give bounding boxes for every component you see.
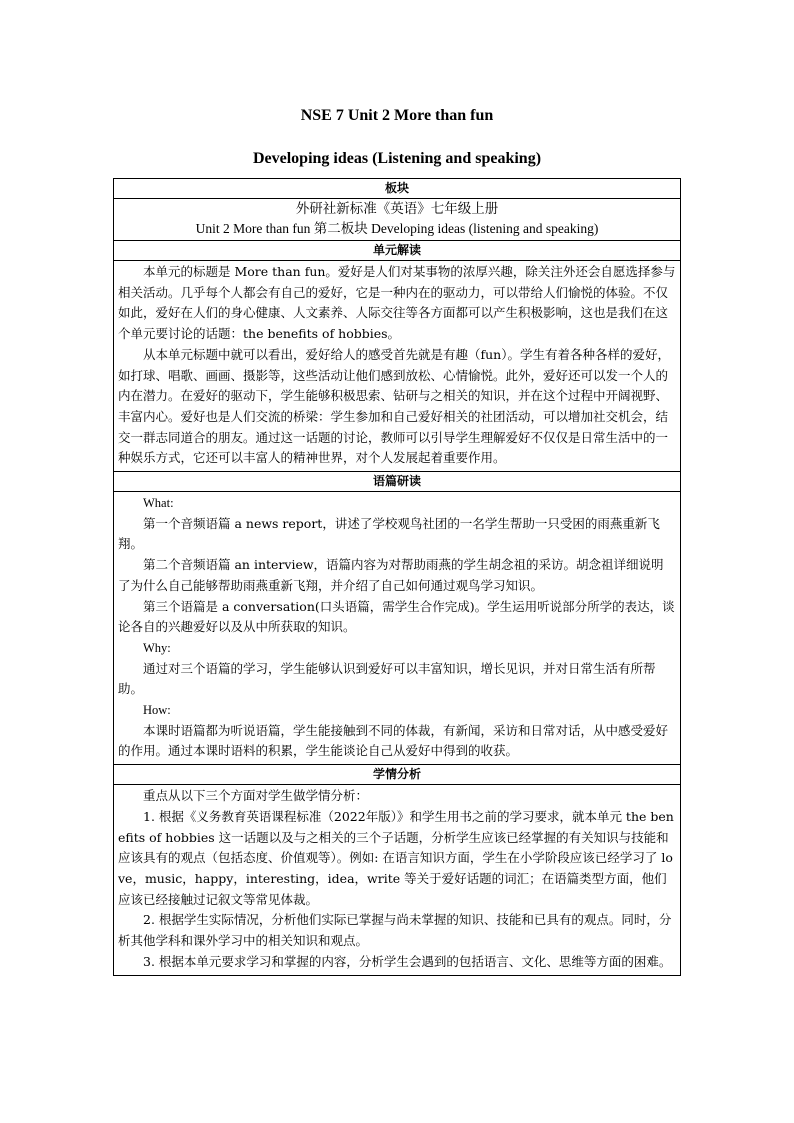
paragraph: 2. 根据学生实际情况，分析他们实际已掌握与尚未掌握的知识、技能和已具有的观点。同时，分析其他学科和课外学习中的相关知识和观点。	[118, 912, 672, 949]
learner-analysis-cell	[114, 785, 681, 975]
section-header-unit-analysis: 单元解读	[114, 241, 681, 261]
table-row	[114, 785, 681, 975]
paragraph: 3. 根据本单元要求学习和掌握的内容，分析学生会遇到的包括语言、文化、思维等方面的困难。	[143, 953, 672, 969]
paragraph: 本单元的标题是 More than fun。爱好是人们对某事物的浓厚兴趣，除关注外还会自愿选择参与相关活动。几乎每个人都会有自己的爱好，它是一种内在的驱动力，可以带给人们愉悦的体验。不仅如此，爱好在人们的身心健康、人文素养、人际交往等各方面都可以产生积极影响，这也是我们在这个单元要讨论的话题：the benefits of hobbies。	[118, 264, 676, 342]
table-row	[114, 765, 681, 785]
section-header-learner-analysis: 学情分析	[114, 765, 681, 785]
how-label: How:	[143, 703, 171, 718]
paragraph: 第二个音频语篇 an interview，语篇内容为对帮助雨燕的学生胡念祖的采访。胡念祖详细说明了为什么自己能够帮助雨燕重新飞翔，并介绍了自己如何通过观鸟学习知识。	[118, 557, 664, 593]
paragraph: 第一个音频语篇 a news report，讲述了学校观鸟社团的一名学生帮助一只受困的雨燕重新飞翔。	[118, 515, 660, 552]
section-header-module: 板块	[114, 179, 681, 199]
lesson-plan-table	[113, 178, 681, 976]
section-header-text-study: 语篇研读	[114, 472, 681, 492]
document-subtitle: Developing ideas (Listening and speaking)	[252, 150, 542, 167]
table-row	[114, 261, 681, 472]
paragraph: 本课时语篇都为听说语篇，学生能接触到不同的体裁，有新闻，采访和日常对话，从中感受爱好的作用。通过本课时语料的积累，学生能谈论自己从爱好中得到的收获。	[118, 722, 669, 759]
module-description: Unit 2 More than fun 第二板块 Developing ideas (listening and speaking)	[195, 221, 599, 236]
paragraph: 重点从以下三个方面对学生做学情分析：	[143, 788, 369, 804]
table-row	[114, 199, 681, 241]
table-row	[114, 179, 681, 199]
why-label: Why:	[143, 640, 171, 655]
paragraph: 第三个语篇是 a conversation(口头语篇，需学生合作完成)。学生运用听说部分所学的表达，谈论各自的兴趣爱好以及从中所获取的知识。	[118, 598, 675, 635]
what-label: What:	[143, 496, 174, 511]
module-cell	[114, 199, 681, 241]
table-row	[114, 241, 681, 261]
text-study-cell	[114, 492, 681, 765]
unit-analysis-cell	[114, 261, 681, 472]
table-row	[114, 472, 681, 492]
paragraph: 1. 根据《义务教育英语课程标准（2022年版）》和学生用书之前的学习要求，就本单元 the benefits of hobbies 这一话题以及与之相关的三个子话题，分析学生应该已经掌握的有关知识与技能和应该具有的观点（包括态度、价值观等）。例如: 在语言知识方面，学生在小学阶段应该已经学习了 love，music，happy，interesting，idea，write 等关于爱好话题的词汇；在语篇类型方面，他们应该已经接触过记叙文等常见体裁。	[118, 808, 674, 907]
paragraph: 从本单元标题中就可以看出，爱好给人的感受首先就是有趣（fun）。学生有着各种各样的爱好，如打球、唱歌、画画、摄影等，这些活动让他们感到放松、心情愉悦。此外，爱好还可以发一个人的内在潜力。在爱好的驱动下，学生能够积极思索、钻研与之相关的知识，并在这个过程中开阔视野、丰富内心。爱好也是人们交流的桥梁：学生参加和自己爱好相关的社团活动，可以增加社交机会，结交一群志同道合的朋友。通过这一话题的讨论，教师可以引导学生理解爱好不仅仅是日常生活中的一种娱乐方式，它还可以丰富人的精神世界，对个人发展起着重要作用。	[118, 346, 670, 466]
document-title: NSE 7 Unit 2 More than fun	[300, 107, 494, 124]
table-row	[114, 492, 681, 765]
paragraph: 通过对三个语篇的学习，学生能够认识到爱好可以丰富知识，增长见识，并对日常生活有所帮助。	[118, 660, 656, 697]
textbook-name: 外研社新标准《英语》七年级上册	[295, 201, 499, 217]
